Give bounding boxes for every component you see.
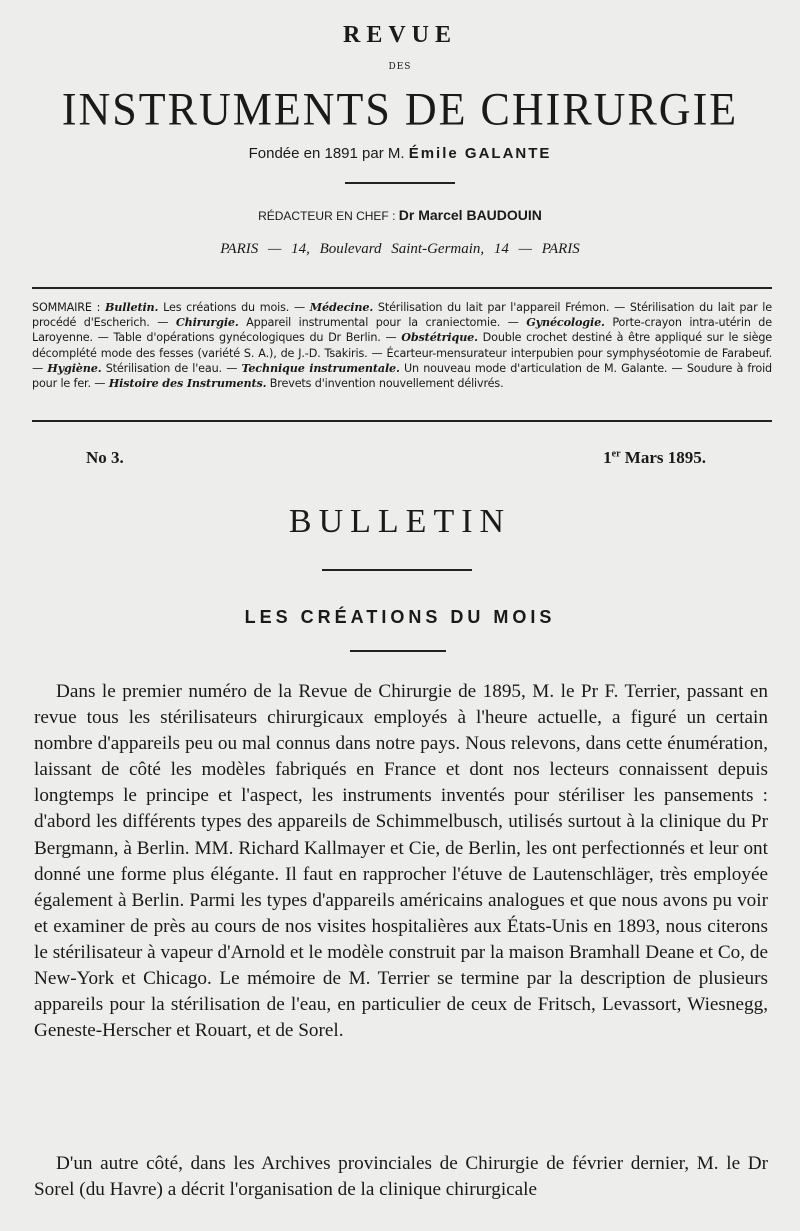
- bulletin-rule: [322, 569, 472, 571]
- sommaire-text: Brevets d'invention nouvellement délivrés.: [266, 377, 504, 391]
- sommaire-rubric: Gynécologie.: [526, 315, 605, 330]
- issue-date: 1er Mars 1895.: [603, 448, 706, 467]
- sommaire-rubric: Médecine.: [309, 300, 374, 314]
- sommaire-text: Un nouveau mode d'articulation de M. Galante. — Soudure à froid pour le fer. —: [32, 361, 772, 391]
- divider-rule: [345, 182, 455, 184]
- table-of-contents: [32, 300, 772, 391]
- bulletin-heading: BULLETIN: [288, 503, 512, 540]
- sommaire-rubric: Obstétrique.: [401, 330, 478, 345]
- sommaire-text: Double crochet destiné à être appliqué sur le siège décomplété mode des fesses (variété S. A.), de J.-D. Tsakiris. — Écarteur-mensurateur interpubien pour symphyséotomie de Farabeuf. —: [32, 331, 772, 375]
- sommaire-text: Les créations du mois. —: [158, 301, 310, 314]
- editor-label: RÉDACTEUR EN CHEF :: [258, 209, 396, 223]
- sommaire-rubric: Chirurgie.: [175, 315, 239, 330]
- sommaire-text: Appareil instrumental pour la craniectomie. —: [238, 316, 527, 330]
- founded-prefix: Fondée en 1891 par M.: [248, 145, 405, 162]
- sommaire-rubric: Hygiène.: [47, 360, 102, 375]
- paragraph-1: Dans le premier numéro de la Revue de Chirurgie de 1895, M. le Pr F. Terrier, passant en revue tous les stérilisateurs chirurgicaux employés à l'heure actuelle, a figuré un certain nombre d'appareils peu ou mal connus dans notre pays. Nous relevons, dans cette énumération, laissant de côté les modèles fabriqués en France et dont nos lecteurs connaissent depuis longtemps le principe et l'aspect, les instruments inventés pour stériliser les pansements : d'abord les différents types des appareils de Schimmelbusch, utilisés surtout à la clinique du Pr Bergmann, à Berlin. MM. Richard Kallmayer et Cie, de Berlin, les ont perfectionnés et leur ont donné une forme plus élégante. Il faut en rapprocher l'étuve de Lautenschläger, très employée également à Berlin. Parmi les types d'appareils américains analogues et que nous avons pu voir et examiner de près au cours de nos visites hospitalières aux États-Unis en 1893, nous citerons le stérilisateur à vapeur d'Arnold et le modèle construit par la maison Bramhall Deane et Co, de New-York et Chicago. Le mémoire de M. Terrier se termine par la description de plusieurs appareils pour la stérilisation de l'eau, en particulier de ceux de Fritsch, Levassort, Wiesnegg, Geneste-Herscher et Rouart, et de Sorel.: [34, 681, 768, 1042]
- editor-line: [0, 207, 800, 223]
- sommaire-rubric: Technique instrumentale.: [241, 360, 400, 375]
- section-rule: [350, 650, 446, 652]
- journal-title: INSTRUMENTS DE CHIRURGIE: [61, 83, 739, 136]
- sommaire-label: SOMMAIRE :: [32, 301, 101, 314]
- issue-number: No 3.: [86, 448, 124, 467]
- article-body-continued: [34, 1151, 768, 1203]
- founder-name: Émile GALANTE: [408, 145, 552, 162]
- masthead-des: DES: [388, 62, 412, 72]
- sommaire-rubric: Bulletin.: [104, 300, 159, 314]
- sommaire-body: [32, 301, 772, 390]
- sommaire-text: Porte-crayon intra-utérin de Laroyenne. — Table d'opérations gynécologiques du Dr Berlin. —: [32, 316, 772, 345]
- sommaire-rubric: Histoire des Instruments.: [108, 376, 267, 391]
- paragraph-2: D'un autre côté, dans les Archives provinciales de Chirurgie de février dernier, M. le Dr Sorel (du Havre) a décrit l'organisation de la clinique chirurgicale: [34, 1153, 768, 1201]
- article-body: [34, 679, 768, 1044]
- sommaire-text: Stérilisation du lait par l'appareil Frémon. — Stérilisation du lait par le procédé d'Escherich. —: [32, 301, 772, 330]
- bottom-rule: [32, 420, 772, 422]
- address-line: PARIS — 14, Boulevard Saint-Germain, 14 — PARIS: [220, 241, 580, 257]
- founded-line: [0, 145, 800, 162]
- editor-name: Dr Marcel BAUDOUIN: [398, 207, 542, 223]
- masthead-revue: REVUE: [342, 22, 457, 48]
- sommaire-text: Stérilisation de l'eau. —: [101, 361, 242, 375]
- top-rule: [32, 287, 772, 289]
- section-heading: LES CRÉATIONS DU MOIS: [244, 607, 556, 627]
